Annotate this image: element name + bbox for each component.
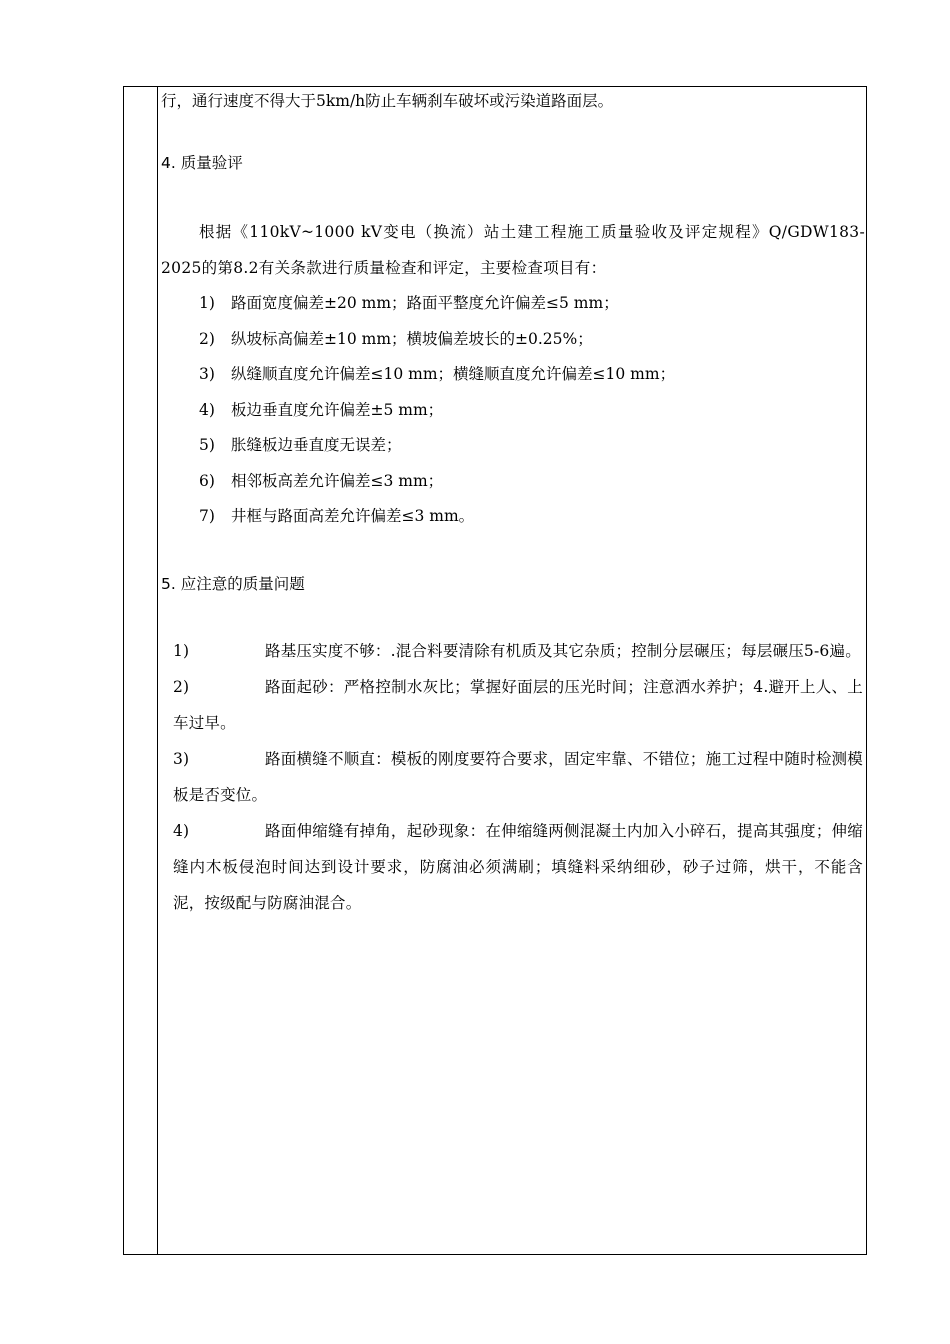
list-item <box>161 393 865 429</box>
item-text: 板边垂直度允许偏差±5 mm； <box>231 400 444 419</box>
issue-text: 路面横缝不顺直：模板的刚度要符合要求，固定牢靠、不错位；施工过程中随时检测模板是否变位。 <box>173 749 863 804</box>
issue-text: 路基压实度不够：.混合料要清除有机质及其它杂质；控制分层碾压；每层碾压5-6遍。 <box>265 641 861 660</box>
issue-text: 路面伸缩缝有掉角，起砂现象：在伸缩缝两侧混凝土内加入小碎石，提高其强度；伸缩缝内木板侵泡时间达到设计要求，防腐油必须满刷；填缝料采纳细砂，砂子过筛，烘干，不能含泥，按级配与防腐油混合。 <box>173 821 863 912</box>
issue-text: 路面起砂：严格控制水灰比；掌握好面层的压光时间；注意洒水养护；4.避开上人、上车过早。 <box>173 677 863 732</box>
list-item <box>161 322 865 358</box>
item-number: 6) <box>199 471 215 490</box>
item-number: 4) <box>199 400 215 419</box>
list-item <box>161 464 865 500</box>
issue-item <box>173 741 863 813</box>
item-text: 井框与路面高差允许偏差≤3 mm。 <box>231 507 475 525</box>
inspection-item-list <box>161 286 865 535</box>
item-number: 2) <box>199 329 215 348</box>
item-number: 1) <box>199 294 215 312</box>
issue-number: 2) <box>173 677 190 696</box>
item-text: 路面宽度偏差±20 mm；路面平整度允许偏差≤5 mm； <box>231 294 619 312</box>
list-item <box>161 357 865 393</box>
item-text: 胀缝板边垂直度无误差； <box>231 436 402 454</box>
list-item <box>161 286 865 322</box>
continuation-text: 行，通行速度不得大于5km/h防止车辆刹车破坏或污染道路面层。 <box>161 92 614 110</box>
item-text: 纵坡标高偏差±10 mm；横坡偏差坡长的±0.25%； <box>231 329 593 348</box>
list-item <box>161 499 865 535</box>
issue-number: 1) <box>173 641 190 660</box>
issue-item <box>173 633 863 669</box>
section-5-heading: 5. 应注意的质量问题 <box>161 574 305 593</box>
item-number: 5) <box>199 436 215 454</box>
issue-item <box>173 669 863 741</box>
section-4-heading: 4. 质量验评 <box>161 154 243 172</box>
list-item <box>161 428 865 464</box>
issue-item <box>173 813 863 921</box>
item-text: 相邻板高差允许偏差≤3 mm； <box>231 471 444 490</box>
issue-number: 4) <box>173 821 190 840</box>
quality-issue-list <box>161 633 865 921</box>
item-number: 7) <box>199 507 215 525</box>
item-number: 3) <box>199 365 215 383</box>
item-text: 纵缝顺直度允许偏差≤10 mm；横缝顺直度允许偏差≤10 mm； <box>231 365 676 383</box>
section-4-intro: 根据《110kV~1000 kV变电（换流）站土建工程施工质量验收及评定规程》Q/GDW183-2025的第8.2有关条款进行质量检查和评定，主要检查项目有： <box>161 223 865 277</box>
table-content-cell <box>161 88 865 921</box>
issue-number: 3) <box>173 749 190 768</box>
table-column-divider <box>157 86 158 1255</box>
